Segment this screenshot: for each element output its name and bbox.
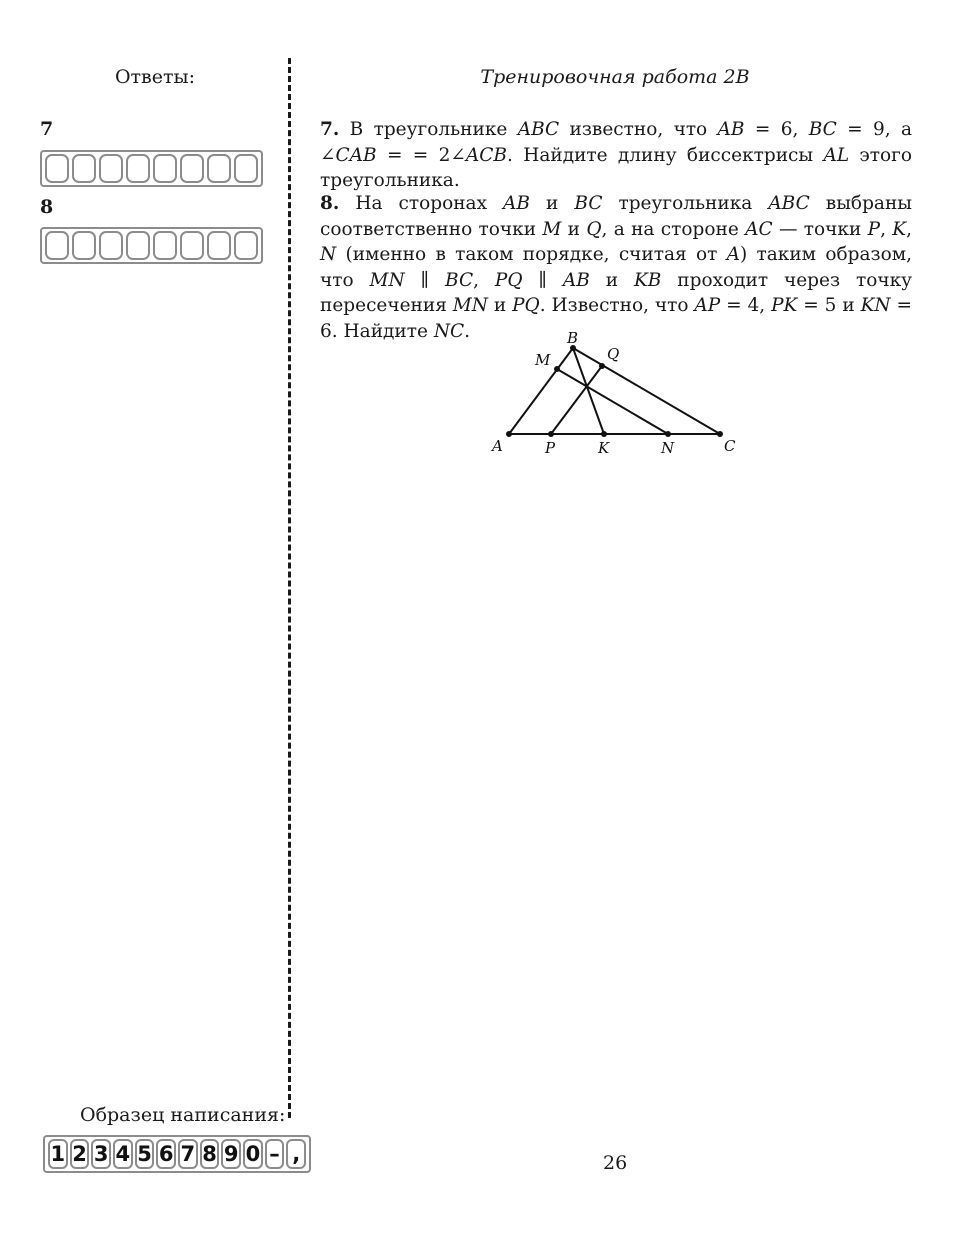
sample-char: 4 <box>113 1139 133 1169</box>
answer-cell[interactable] <box>99 231 123 260</box>
text: (именно в таком порядке, считая от <box>336 244 727 265</box>
text: . Найдите длину биссектрисы <box>507 144 824 166</box>
text: выбраны соответственно точки <box>320 193 912 240</box>
math: MN <box>452 295 488 316</box>
label-n: N <box>661 439 675 457</box>
answer-cell[interactable] <box>207 231 231 260</box>
text: — точки <box>772 218 868 240</box>
text: проходит через точку пересечения <box>320 269 913 316</box>
math: BC <box>808 119 837 140</box>
label-k: K <box>598 439 610 457</box>
text: На сторонах <box>339 193 504 214</box>
answer-cell[interactable] <box>72 154 96 183</box>
segment-pq <box>551 366 602 434</box>
text: , <box>880 218 893 240</box>
answer-cell[interactable] <box>126 154 150 183</box>
answer-cell[interactable] <box>153 154 177 183</box>
point-q <box>599 363 605 369</box>
text: и <box>589 269 634 291</box>
text: этого треугольника. <box>320 144 912 191</box>
answer-cell[interactable] <box>180 154 204 183</box>
text: и <box>561 218 587 240</box>
point-p <box>548 431 554 437</box>
segment-kb <box>573 348 604 434</box>
point-a <box>506 431 512 437</box>
label-p: P <box>545 439 556 457</box>
triangle-figure <box>480 322 760 467</box>
text: ) таким образом, что <box>320 244 912 291</box>
problem-8-number: 8. <box>320 193 340 214</box>
text: . Известно, что <box>539 295 695 316</box>
page-number: 26 <box>603 1152 628 1174</box>
sample-char: 1 <box>48 1139 68 1169</box>
answer-cell[interactable] <box>153 231 177 260</box>
label-a: A <box>492 437 503 455</box>
sample-char: , <box>286 1139 306 1169</box>
math: AP <box>694 295 721 316</box>
math: BC <box>445 269 474 291</box>
answer-cell[interactable] <box>207 154 231 183</box>
answer-cell[interactable] <box>45 154 69 183</box>
sample-writing-box <box>43 1135 311 1173</box>
text: В треугольнике <box>339 119 518 140</box>
answer-cell[interactable] <box>72 231 96 260</box>
text: = 6. Найдите <box>320 295 912 342</box>
text: и <box>487 295 513 316</box>
sample-char: 5 <box>135 1139 155 1169</box>
point-k <box>601 431 607 437</box>
text: = = 2∠ <box>376 144 466 166</box>
sample-char: – <box>265 1139 285 1169</box>
segment-mn <box>557 369 668 434</box>
math: P <box>867 218 881 240</box>
sample-char: 8 <box>200 1139 220 1169</box>
sample-label: Образец написания: <box>80 1104 286 1126</box>
text: = 5 и <box>797 295 861 316</box>
math: AC <box>745 218 773 240</box>
text: = 9, а ∠ <box>320 119 913 166</box>
problem-7-number: 7. <box>320 119 340 140</box>
math: N <box>320 244 337 265</box>
answer-cell[interactable] <box>180 231 204 260</box>
math: ACB <box>465 144 507 166</box>
column-divider <box>288 58 291 1118</box>
text: ∥ <box>404 269 445 291</box>
answers-title: Ответы: <box>114 66 196 88</box>
answer-cell[interactable] <box>126 231 150 260</box>
text: , а на стороне <box>601 218 746 240</box>
math: AL <box>823 144 850 166</box>
answer-cell[interactable] <box>234 154 258 183</box>
problem-7 <box>320 117 912 194</box>
answer-cell[interactable] <box>234 231 258 260</box>
math: AB <box>562 269 590 291</box>
label-m: M <box>535 351 551 369</box>
label-q: Q <box>607 345 620 363</box>
answer-box-8[interactable] <box>40 227 263 264</box>
math: ABC <box>768 193 810 214</box>
text: и <box>530 193 575 214</box>
text: известно, что <box>559 119 718 140</box>
sample-char: 2 <box>70 1139 90 1169</box>
point-n <box>665 431 671 437</box>
math: BC <box>574 193 603 214</box>
text: = 6, <box>744 119 809 140</box>
text: , <box>906 218 913 240</box>
sample-char: 6 <box>156 1139 176 1169</box>
math: AB <box>717 119 745 140</box>
math: ABC <box>517 119 560 140</box>
math: NC <box>433 320 465 342</box>
label-c: C <box>724 437 736 455</box>
math: CAB <box>335 144 377 166</box>
sample-char: 3 <box>91 1139 111 1169</box>
text: . <box>464 320 471 342</box>
math: MN <box>369 269 405 291</box>
sample-char: 7 <box>178 1139 198 1169</box>
sample-char: 0 <box>243 1139 263 1169</box>
math: A <box>726 244 740 265</box>
math: KN <box>860 295 891 316</box>
sample-char: 9 <box>221 1139 241 1169</box>
question-8-number: 8 <box>40 196 54 218</box>
math: K <box>892 218 907 240</box>
answer-cell[interactable] <box>99 154 123 183</box>
work-title: Тренировочная работа 2В <box>480 66 750 88</box>
point-c <box>717 431 723 437</box>
math: PQ <box>494 269 523 291</box>
point-m <box>554 366 560 372</box>
math: PQ <box>512 295 540 316</box>
text: = 4, <box>720 295 772 316</box>
text: , <box>473 269 495 291</box>
answer-cell[interactable] <box>45 231 69 260</box>
math: KB <box>633 269 662 291</box>
text: ∥ <box>522 269 563 291</box>
text: треугольника <box>602 193 769 214</box>
label-b: B <box>567 329 579 347</box>
math: AB <box>503 193 531 214</box>
math: PK <box>771 295 798 316</box>
question-7-number: 7 <box>40 118 54 140</box>
math: Q <box>586 218 602 240</box>
math: M <box>542 218 562 240</box>
answer-box-7[interactable] <box>40 150 263 187</box>
